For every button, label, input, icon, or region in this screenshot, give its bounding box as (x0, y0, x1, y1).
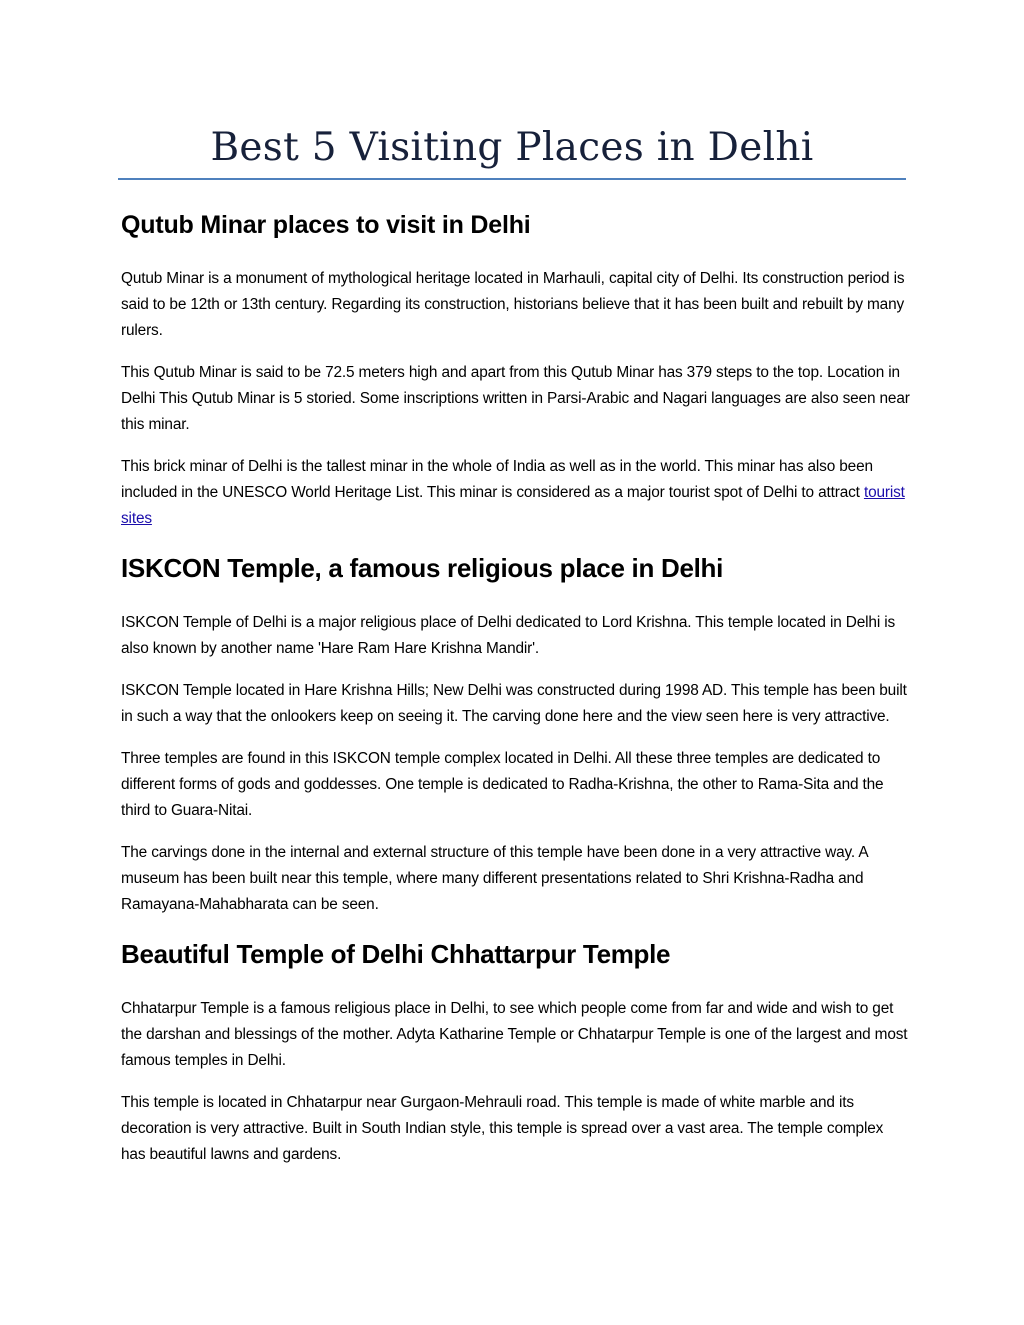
section-chhattarpur-temple (121, 934, 911, 1168)
section-heading: Beautiful Temple of Delhi Chhattarpur Temple (121, 939, 671, 969)
section-heading: ISKCON Temple, a famous religious place in Delhi (121, 553, 724, 583)
section-heading: Qutub Minar places to visit in Delhi (121, 211, 531, 239)
section-iskcon-temple (121, 548, 911, 918)
paragraph: This temple is located in Chhatarpur near Gurgaon-Mehrauli road. This temple is made of white marble and its decoration is very attractive. Built in South Indian style, this temple is spread over a vast area. The temple complex has beautiful lawns and gardens. (121, 1094, 884, 1163)
paragraph: Three temples are found in this ISKCON temple complex located in Delhi. All these three temples are dedicated to different forms of gods and goddesses. One temple is dedicated to Radha-Krishna, the other to Rama-Sita and the third to Guara-Nitai. (121, 750, 884, 819)
paragraph: ISKCON Temple of Delhi is a major religious place of Delhi dedicated to Lord Krishna. This temple located in Delhi is also known by another name 'Hare Ram Hare Krishna Mandir'. (121, 614, 896, 657)
page-title: Best 5 Visiting Places in Delhi (210, 125, 814, 170)
section-qutub-minar (121, 206, 911, 532)
tourist-sites-link[interactable]: tourist sites (121, 484, 905, 527)
paragraph: This Qutub Minar is said to be 72.5 meters high and apart from this Qutub Minar has 379 steps to the top. Location in Delhi This Qutub Minar is 5 storied. Some inscriptions written in Parsi-Arabic and Nagari languages are also seen near this minar. (121, 364, 910, 433)
paragraph: The carvings done in the internal and external structure of this temple have been done in a very attractive way. A museum has been built near this temple, where many different presentations related to Shri Krishna-Radha and Ramayana-Mahabharata can be seen. (121, 844, 868, 913)
paragraph-with-link (121, 454, 911, 532)
paragraph: ISKCON Temple located in Hare Krishna Hills; New Delhi was constructed during 1998 AD. This temple has been built in such a way that the onlookers keep on seeing it. The carving done here and the view seen here is very attractive. (121, 682, 907, 725)
document-body (121, 206, 911, 1184)
paragraph-text: This brick minar of Delhi is the tallest minar in the whole of India as well as in the world. This minar has also been included in the UNESCO World Heritage List. This minar is considered as a major tourist spot of Delhi to attract (121, 458, 873, 501)
title-underline (118, 178, 906, 180)
paragraph: Chhatarpur Temple is a famous religious place in Delhi, to see which people come from far and wide and wish to get the darshan and blessings of the mother. Adyta Katharine Temple or Chhatarpur Temple is one of the largest and most famous temples in Delhi. (121, 1000, 908, 1069)
paragraph: Qutub Minar is a monument of mythological heritage located in Marhauli, capital city of Delhi. Its construction period is said to be 12th or 13th century. Regarding its construction, historians believe that it has been built and rebuilt by many rulers. (121, 270, 905, 339)
